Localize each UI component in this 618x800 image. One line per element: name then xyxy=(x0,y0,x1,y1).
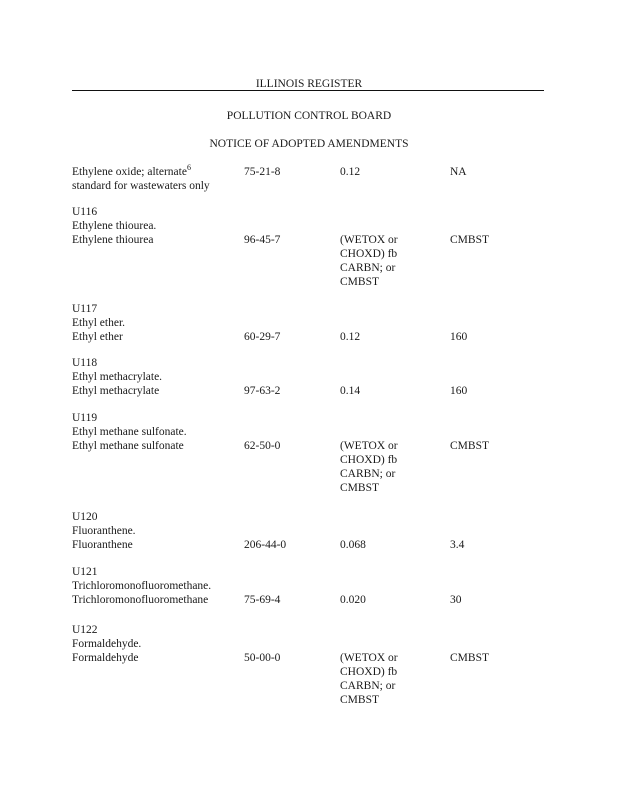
entry-cas-number: 62-50-0 xyxy=(244,440,281,452)
entry-value1 xyxy=(340,538,366,552)
entry-value1-line: 0.068 xyxy=(340,539,366,551)
header-rule xyxy=(72,90,544,91)
entry-title: Ethyl methane sulfonate. xyxy=(72,426,187,438)
entry-value1-line: 0.020 xyxy=(340,594,366,606)
entry-value1 xyxy=(340,384,360,398)
entry-cas-number: 75-69-4 xyxy=(244,594,281,606)
entry-value1 xyxy=(340,233,398,289)
entry-value1-line: CHOXD) fb xyxy=(340,454,398,466)
footnote-mark: 6 xyxy=(186,163,191,173)
lead-entry-value1: 0.12 xyxy=(340,166,361,178)
notice-title: NOTICE OF ADOPTED AMENDMENTS xyxy=(209,138,409,150)
entry-value1-line: CMBST xyxy=(340,276,379,288)
entry-value1-line: (WETOX or xyxy=(340,234,398,246)
entry-value2: CMBST xyxy=(450,234,489,246)
entry-code: U118 xyxy=(72,357,98,369)
entry-value1-line: 0.12 xyxy=(340,331,361,343)
entry-code: U120 xyxy=(72,511,98,523)
entry-value1 xyxy=(340,593,366,607)
entry-value1-line: (WETOX or xyxy=(340,440,398,452)
entry-cas-number: 96-45-7 xyxy=(244,234,281,246)
entry-cas-number: 97-63-2 xyxy=(244,385,281,397)
entry-value1 xyxy=(340,439,398,495)
entry-value2: CMBST xyxy=(450,652,489,664)
entry-title: Trichloromonofluoromethane. xyxy=(72,580,212,592)
entry-value1-line: (WETOX or xyxy=(340,652,398,664)
entry-title: Ethyl methacrylate. xyxy=(72,371,163,383)
entry-value1-line: CARBN; or xyxy=(340,262,396,274)
entry-title: Formaldehyde. xyxy=(72,638,142,650)
entry-title: Fluoranthene. xyxy=(72,525,136,537)
entry-value1-line: CHOXD) fb xyxy=(340,248,398,260)
board-title: POLLUTION CONTROL BOARD xyxy=(226,110,392,122)
entry-name: Ethyl ether xyxy=(72,331,123,343)
lead-entry-name xyxy=(72,165,210,193)
entry-name: Ethyl methane sulfonate xyxy=(72,440,184,452)
entry-value1 xyxy=(340,330,360,344)
lead-entry-name-line1: Ethylene oxide; alternate xyxy=(72,166,187,178)
entry-name: Fluoranthene xyxy=(72,539,133,551)
entry-value1 xyxy=(340,651,398,707)
entry-value2: CMBST xyxy=(450,440,489,452)
entry-name: Trichloromonofluoromethane xyxy=(72,594,209,606)
entry-name: Ethylene thiourea xyxy=(72,234,154,246)
register-title: ILLINOIS REGISTER xyxy=(255,78,363,90)
entry-value1-line: 0.14 xyxy=(340,385,361,397)
entry-title: Ethyl ether. xyxy=(72,317,126,329)
lead-entry-value2: NA xyxy=(450,166,467,178)
entry-cas-number: 60-29-7 xyxy=(244,331,281,343)
entry-code: U122 xyxy=(72,624,98,636)
entry-value2: 160 xyxy=(450,331,468,343)
entry-value1-line: CMBST xyxy=(340,694,379,706)
entry-cas-number: 206-44-0 xyxy=(244,539,287,551)
entry-code: U116 xyxy=(72,206,98,218)
entry-value2: 3.4 xyxy=(450,539,465,551)
entry-name: Formaldehyde xyxy=(72,652,139,664)
entry-value2: 160 xyxy=(450,385,468,397)
entry-code: U117 xyxy=(72,303,98,315)
entry-value1-line: CARBN; or xyxy=(340,680,396,692)
entry-value1-line: CMBST xyxy=(340,482,379,494)
entry-value2: 30 xyxy=(450,594,462,606)
entry-cas-number: 50-00-0 xyxy=(244,652,281,664)
entry-code: U121 xyxy=(72,566,98,578)
entry-code: U119 xyxy=(72,412,98,424)
lead-entry-cas: 75-21-8 xyxy=(244,166,281,178)
entry-title: Ethylene thiourea. xyxy=(72,220,157,232)
entry-value1-line: CHOXD) fb xyxy=(340,666,398,678)
entry-name: Ethyl methacrylate xyxy=(72,385,160,397)
entry-value1-line: CARBN; or xyxy=(340,468,396,480)
lead-entry-name-line2: standard for wastewaters only xyxy=(72,180,210,192)
